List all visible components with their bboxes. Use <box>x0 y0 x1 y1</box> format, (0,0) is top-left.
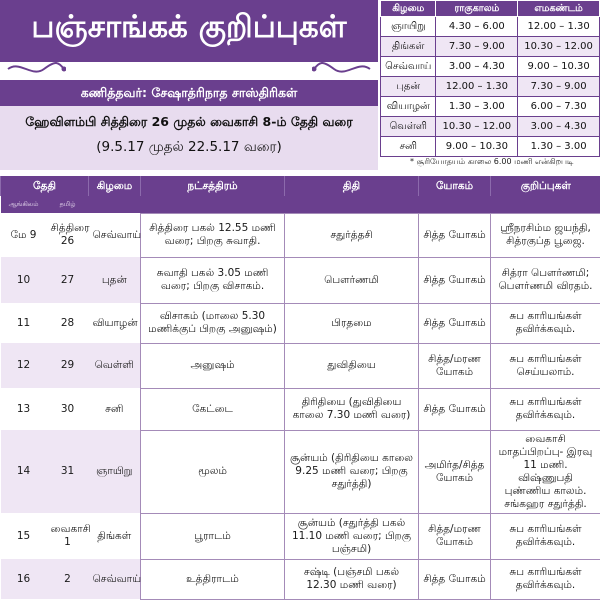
subheader-spacer <box>89 196 600 213</box>
header-notes: குறிப்புகள் <box>491 176 600 196</box>
nakshatra: பூராடம் <box>141 513 285 559</box>
yama-time: 1.30 – 3.00 <box>518 137 600 157</box>
rahu-time: 3.00 – 4.30 <box>436 57 518 77</box>
notes: சுப காரியங்கள் செய்யலாம். <box>491 343 600 388</box>
date-tamil: 30 <box>47 388 89 430</box>
rahu-row <box>381 97 600 117</box>
thithi: சதுர்த்தசி <box>285 213 419 257</box>
panchangam-table <box>0 176 600 600</box>
subheader-tamil: தமிழ் <box>47 196 89 213</box>
yogam: சித்த யோகம் <box>419 257 491 303</box>
weekday: செவ்வாய் <box>89 559 141 599</box>
notes: சுப காரியங்கள் தவிர்க்கவும். <box>491 559 600 599</box>
weekday: வியாழன் <box>89 303 141 343</box>
subheader-english: ஆங்கிலம் <box>1 196 47 213</box>
sunrise-note: * சூரியோதயம் காலை 6.00 மணி என்கிறபடி <box>410 157 574 166</box>
yama-time: 3.00 – 4.30 <box>518 117 600 137</box>
main-subheader-row <box>1 196 600 213</box>
rahu-day: ஞாயிறு <box>381 17 436 37</box>
rahu-day: செவ்வாய் <box>381 57 436 77</box>
date-tamil: 27 <box>47 257 89 303</box>
ornament-right-icon <box>312 60 372 78</box>
rahu-time: 4.30 – 6.00 <box>436 17 518 37</box>
weekday: சனி <box>89 388 141 430</box>
thithi: சஷ்டி (பஞ்சமி பகல் 12.30 மணி வரை) <box>285 559 419 599</box>
date-tamil: 31 <box>47 430 89 513</box>
nakshatra: சித்திரை பகல் 12.55 மணி வரை; பிறகு சுவாதி. <box>141 213 285 257</box>
header-yogam: யோகம் <box>419 176 491 196</box>
rahu-day: சனி <box>381 137 436 157</box>
date-range-title: ஹேவிளம்பி சித்திரை 26 முதல் வைகாசி 8-ம் தேதி வரை <box>25 114 353 129</box>
header-thithi: திதி <box>285 176 419 196</box>
table-row <box>1 513 600 559</box>
yama-time: 10.30 – 12.00 <box>518 37 600 57</box>
thithi: பிரதமை <box>285 303 419 343</box>
rahu-row <box>381 17 600 37</box>
nakshatra: அனுஷம் <box>141 343 285 388</box>
rahu-header-yama: எமகண்டம் <box>518 1 600 17</box>
header-date: தேதி <box>1 176 89 196</box>
date-english: 15 <box>1 513 47 559</box>
nakshatra: உத்திராடம் <box>141 559 285 599</box>
weekday: புதன் <box>89 257 141 303</box>
yogam: சித்த/மரண யோகம் <box>419 513 491 559</box>
date-english: 12 <box>1 343 47 388</box>
thithi: பௌர்ணமி <box>285 257 419 303</box>
date-tamil: 28 <box>47 303 89 343</box>
yogam: அமிர்த/சித்த யோகம் <box>419 430 491 513</box>
table-row <box>1 559 600 599</box>
main-header-row <box>1 176 600 196</box>
rahu-header-rahu: ராகுகாலம் <box>436 1 518 17</box>
yogam: சித்த யோகம் <box>419 559 491 599</box>
yogam: சித்த யோகம் <box>419 388 491 430</box>
rahu-header-day: கிழமை <box>381 1 436 17</box>
weekday: வெள்ளி <box>89 343 141 388</box>
yama-time: 7.30 – 9.00 <box>518 77 600 97</box>
date-english: 16 <box>1 559 47 599</box>
rahu-day: வியாழன் <box>381 97 436 117</box>
rahu-time: 1.30 – 3.00 <box>436 97 518 117</box>
thithi: சூன்யம் (சதுர்த்தி பகல் 11.10 மணி வரை; பிறகு பஞ்சமி) <box>285 513 419 559</box>
notes: சித்ரா பௌர்ணமி; பௌர்ணமி விரதம். <box>491 257 600 303</box>
thithi: சூன்யம் (திரிதியை காலை 9.25 மணி வரை; பிறகு சதுர்த்தி) <box>285 430 419 513</box>
header-panel <box>0 0 378 170</box>
date-tamil: வைகாசி 1 <box>47 513 89 559</box>
nakshatra: சுவாதி பகல் 3.05 மணி வரை; பிறகு விசாகம். <box>141 257 285 303</box>
rahu-day: புதன் <box>381 77 436 97</box>
nakshatra: விசாகம் (மாலை 5.30 மணிக்குப் பிறகு அனுஷம்) <box>141 303 285 343</box>
yogam: சித்த யோகம் <box>419 213 491 257</box>
yogam: சித்த/மரண யோகம் <box>419 343 491 388</box>
rahu-row <box>381 117 600 137</box>
weekday: திங்கள் <box>89 513 141 559</box>
rahu-time: 9.00 – 10.30 <box>436 137 518 157</box>
rahu-kalam-table <box>380 0 600 157</box>
table-row <box>1 343 600 388</box>
weekday: ஞாயிறு <box>89 430 141 513</box>
notes: சுப காரியங்கள் தவிர்க்கவும். <box>491 513 600 559</box>
rahu-time: 12.00 – 1.30 <box>436 77 518 97</box>
rahu-day: வெள்ளி <box>381 117 436 137</box>
nakshatra: மூலம் <box>141 430 285 513</box>
notes: வைகாசி மாதப்பிறப்பு- இரவு 11 மணி. விஷ்ணுபதி புண்ணிய காலம். சங்கஹர சதுர்த்தி. <box>491 430 600 513</box>
table-row <box>1 430 600 513</box>
thithi: திரிதியை (துவிதியை காலை 7.30 மணி வரை) <box>285 388 419 430</box>
rahu-row <box>381 77 600 97</box>
notes: ஸ்ரீநரசிம்ம ஜயந்தி, சித்ரகுப்த பூஜை. <box>491 213 600 257</box>
yogam: சித்த யோகம் <box>419 303 491 343</box>
page-title: பஞ்சாங்கக் குறிப்புகள் <box>31 9 347 45</box>
table-row <box>1 303 600 343</box>
nakshatra: கேட்டை <box>141 388 285 430</box>
rahu-time: 7.30 – 9.00 <box>436 37 518 57</box>
yama-time: 12.00 – 1.30 <box>518 17 600 37</box>
author-line: கணித்தவர்: சேஷாத்ரிநாத சாஸ்திரிகள் <box>0 80 378 106</box>
date-english: 11 <box>1 303 47 343</box>
date-english: 10 <box>1 257 47 303</box>
table-row <box>1 213 600 257</box>
thithi: துவிதியை <box>285 343 419 388</box>
date-english: 13 <box>1 388 47 430</box>
date-english: மே 9 <box>1 213 47 257</box>
yama-time: 6.00 – 7.30 <box>518 97 600 117</box>
rahu-day: திங்கள் <box>381 37 436 57</box>
date-range-dates: (9.5.17 முதல் 22.5.17 வரை) <box>96 139 282 155</box>
header-day: கிழமை <box>89 176 141 196</box>
notes: சுப காரியங்கள் தவிர்க்கவும். <box>491 303 600 343</box>
date-range-box <box>0 106 378 170</box>
yama-time: 9.00 – 10.30 <box>518 57 600 77</box>
date-tamil: சித்திரை 26 <box>47 213 89 257</box>
rahu-row <box>381 37 600 57</box>
table-row <box>1 388 600 430</box>
ornament-left-icon <box>6 60 66 78</box>
rahu-header-row <box>381 1 600 17</box>
date-tamil: 2 <box>47 559 89 599</box>
rahu-row <box>381 57 600 77</box>
header-nakshatra: நட்சத்திரம் <box>141 176 285 196</box>
table-row <box>1 257 600 303</box>
rahu-time: 10.30 – 12.00 <box>436 117 518 137</box>
notes: சுப காரியங்கள் தவிர்க்கவும். <box>491 388 600 430</box>
rahu-row <box>381 137 600 157</box>
weekday: செவ்வாய் <box>89 213 141 257</box>
date-english: 14 <box>1 430 47 513</box>
date-tamil: 29 <box>47 343 89 388</box>
